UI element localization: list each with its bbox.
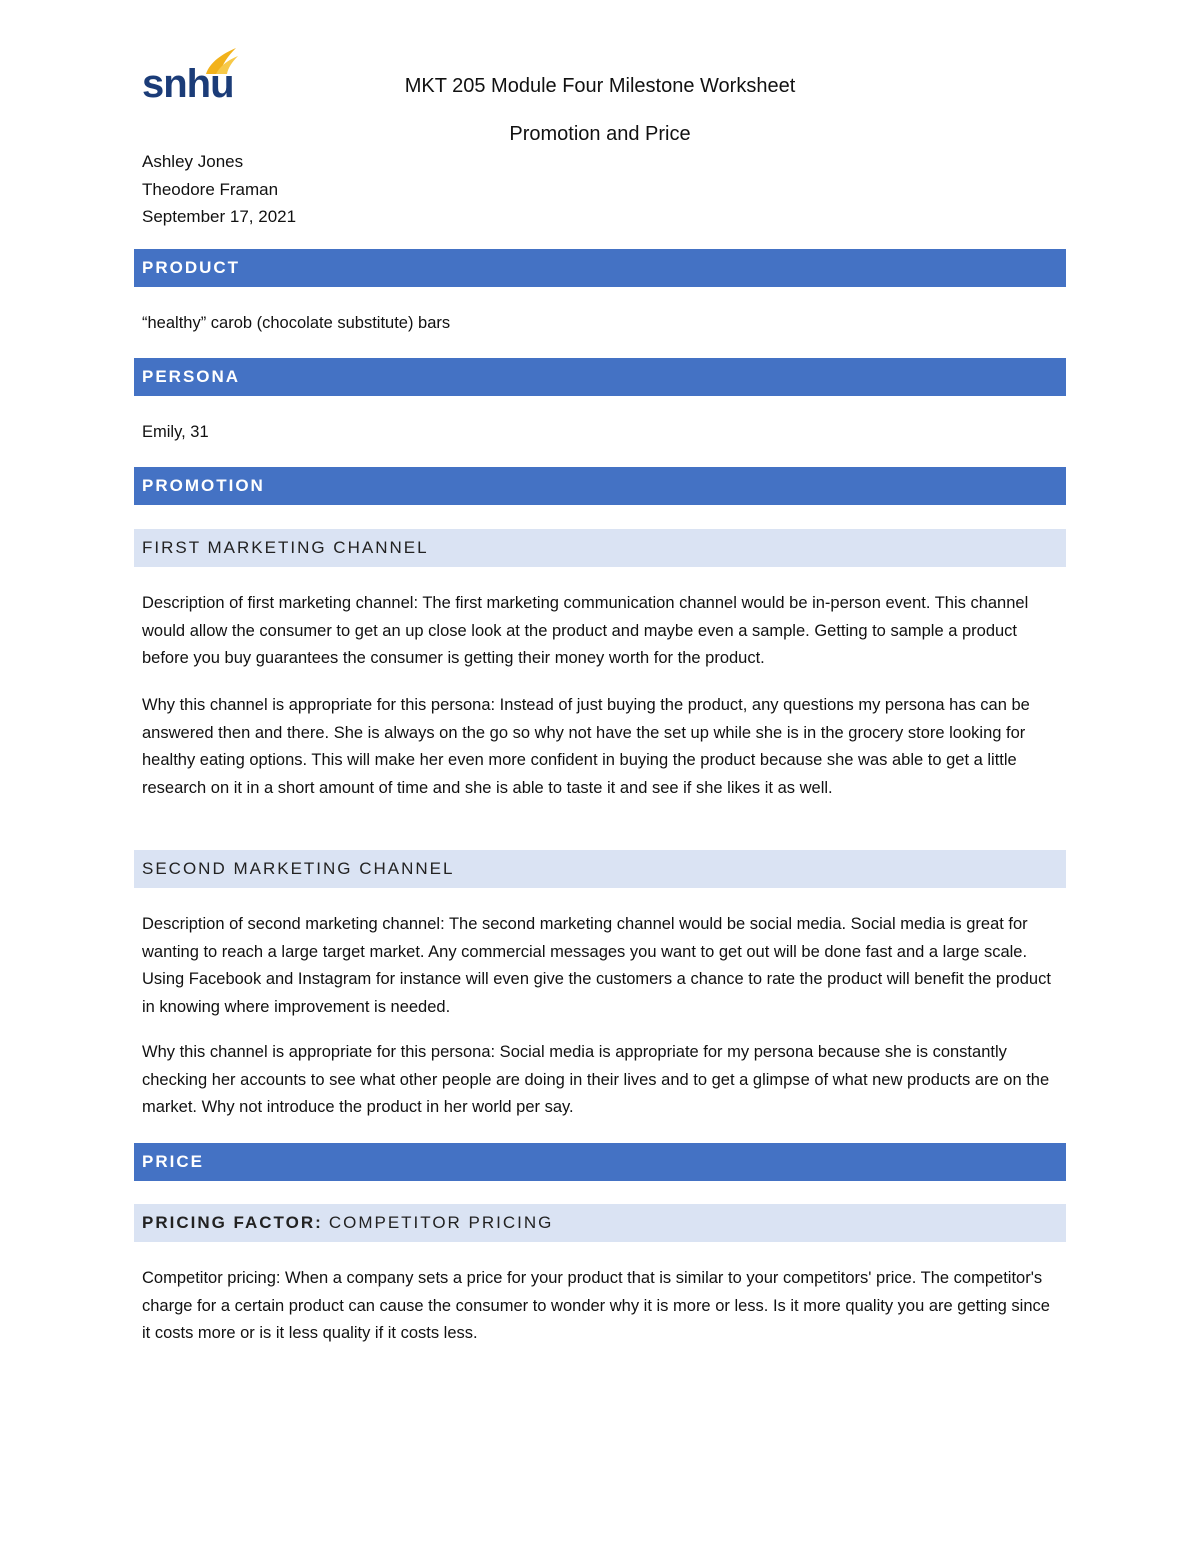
- second-channel-why: Why this channel is appropriate for this persona: Social media is appropriate for my persona because she is constantly checking her accounts to see what other people are doing in their lives and to get a glimpse of what new products are on the market. Why not introduce the product in her world per say.: [142, 1043, 1050, 1116]
- logo-wordmark: snhu: [142, 62, 234, 106]
- pricing-factor-text: Competitor pricing: When a company sets a price for your product that is similar to your competitors' price. The competitor's charge for a certain product can cause the consumer to wonder why it is more or less. Is it more quality you are getting since it costs more or is it less quality if it costs less.: [142, 1269, 1050, 1342]
- pricing-factor-label: PRICING FACTOR:: [142, 1213, 323, 1232]
- section-heading-price: PRICE: [134, 1143, 1066, 1181]
- subsection-heading-pricing-factor: [134, 1204, 1066, 1242]
- first-channel-why: Why this channel is appropriate for this persona: Instead of just buying the product, any questions my persona has can be answered then and there. She is always on the go so why not have the set up while she is in the grocery store looking for healthy eating options. This will make her even more confident in buying the product because she was able to get a little research on it in a short amount of time and she is able to taste it and see if she likes it as well.: [142, 696, 1030, 797]
- product-text: “healthy” carob (chocolate substitute) bars: [142, 314, 451, 332]
- document-date: September 17, 2021: [142, 207, 297, 226]
- section-heading-promotion: PROMOTION: [134, 467, 1066, 505]
- author-block: [142, 148, 296, 231]
- section-heading-persona: PERSONA: [134, 358, 1066, 396]
- section-heading-product: PRODUCT: [134, 249, 1066, 287]
- instructor-name: Theodore Framan: [142, 179, 279, 199]
- student-name: Ashley Jones: [142, 152, 244, 171]
- persona-text: Emily, 31: [142, 423, 209, 441]
- document-subtitle: Promotion and Price: [509, 123, 691, 145]
- pricing-factor-value: COMPETITOR PRICING: [328, 1213, 554, 1232]
- second-channel-description: Description of second marketing channel: The second marketing channel would be social media. Social media is great for wanting to reach a large target market. Any commercial messages you want to get out will be done fast and a large scale. Using Facebook and Instagram for instance will even give the customers a chance to rate the product will benefit the product in knowing where improvement is needed.: [142, 915, 1051, 1016]
- first-channel-description: Description of first marketing channel: The first marketing communication channel would be in-person event. This channel would allow the consumer to get an up close look at the product and maybe even a sample. Getting to sample a product before you buy guarantees the consumer is getting their money worth for the product.: [142, 594, 1029, 667]
- subsection-heading-first-channel: FIRST MARKETING CHANNEL: [134, 529, 1066, 567]
- subsection-heading-second-channel: SECOND MARKETING CHANNEL: [134, 850, 1066, 888]
- document-title: MKT 205 Module Four Milestone Worksheet: [404, 75, 796, 97]
